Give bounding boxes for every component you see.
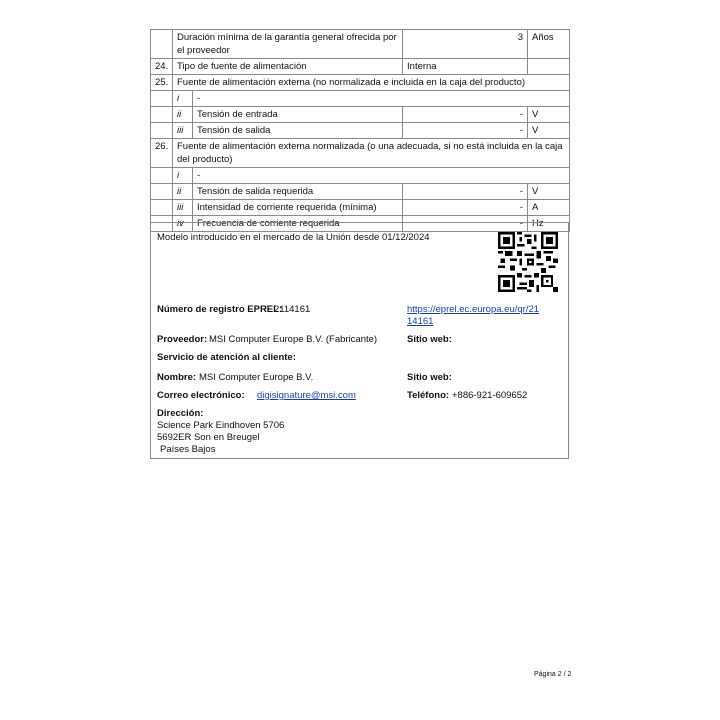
customer-service-label: Servicio de atención al cliente: (157, 352, 296, 363)
eprel-link[interactable]: https://eprel.ec.europa.eu/qr/21 (407, 304, 540, 315)
row-unit: V (528, 107, 570, 123)
row-subnumber: iii (173, 200, 193, 216)
address-line: Science Park Eindhoven 5706 (157, 420, 285, 431)
address-line: 5692ER Son en Breugel (157, 432, 260, 443)
row-label: - (193, 91, 570, 107)
row-subnumber: i (173, 168, 193, 184)
row-value: Interna (403, 59, 528, 75)
row-unit: A (528, 200, 570, 216)
phone-value: +886-921-609652 (452, 390, 528, 401)
row-unit (528, 59, 570, 75)
name-label: Nombre: (157, 372, 197, 383)
phone-label: Teléfono: (407, 390, 450, 401)
row-number: 26. (151, 139, 173, 168)
supplier-info-box (150, 222, 569, 459)
table-row (151, 91, 570, 107)
row-label: Tensión de salida requerida (193, 184, 403, 200)
website-label: Sitio web: (407, 334, 452, 345)
row-subnumber: iv (173, 216, 193, 232)
row-unit: V (528, 123, 570, 139)
page-number: Página 2 / 2 (534, 671, 572, 678)
address-label: Dirección: (157, 408, 204, 419)
row-value: - (403, 216, 528, 232)
row-label: Tensión de salida (193, 123, 403, 139)
email-link[interactable]: digisignature@msi.com (257, 390, 356, 401)
row-label: Intensidad de corriente requerida (mínima) (193, 200, 403, 216)
table-row (151, 123, 570, 139)
row-unit: V (528, 184, 570, 200)
table-row (151, 168, 570, 184)
name-value: MSI Computer Europe B.V. (199, 372, 314, 383)
row-subnumber: iii (173, 123, 193, 139)
table-row (151, 75, 570, 91)
website-label-2: Sitio web: (407, 372, 452, 383)
row-value: - (403, 107, 528, 123)
row-subnumber: i (173, 91, 193, 107)
table-row (151, 107, 570, 123)
row-number (151, 30, 173, 59)
email-label: Correo electrónico: (157, 390, 245, 401)
qr-code-icon[interactable] (498, 232, 558, 292)
row-unit: Hz (528, 216, 570, 232)
address-line: Países Bajos (160, 444, 216, 455)
row-value: 3 (403, 30, 528, 59)
row-subnumber: ii (173, 184, 193, 200)
row-label: Frecuencia de corriente requerida (193, 216, 403, 232)
market-intro-text: Modelo introducido en el mercado de la Unión desde 01/12/2024 (157, 232, 430, 243)
table-row (151, 200, 570, 216)
row-label: Tensión de entrada (193, 107, 403, 123)
section-header: Fuente de alimentación externa (no normalizada e incluida en la caja del producto) (173, 75, 570, 91)
table-row (151, 30, 570, 59)
table-row (151, 59, 570, 75)
row-unit: Años (528, 30, 570, 59)
row-value: - (403, 123, 528, 139)
specification-table (150, 29, 570, 232)
row-value: - (403, 184, 528, 200)
eprel-link-continued[interactable]: 14161 (407, 316, 434, 327)
provider-value: MSI Computer Europe B.V. (Fabricante) (209, 334, 378, 345)
row-number: 24. (151, 59, 173, 75)
row-label: - (193, 168, 570, 184)
section-header: Fuente de alimentación externa normalizada (o una adecuada, si no está incluida en la caja del producto) (173, 139, 570, 168)
provider-label: Proveedor: (157, 334, 208, 345)
row-subnumber: ii (173, 107, 193, 123)
row-value: - (403, 200, 528, 216)
table-row (151, 184, 570, 200)
row-number: 25. (151, 75, 173, 91)
eprel-label: Número de registro EPREL: (157, 304, 283, 315)
row-label: Tipo de fuente de alimentación (173, 59, 403, 75)
eprel-value: 2114161 (274, 304, 311, 315)
table-row (151, 139, 570, 168)
row-label: Duración mínima de la garantía general ofrecida por el proveedor (173, 30, 403, 59)
